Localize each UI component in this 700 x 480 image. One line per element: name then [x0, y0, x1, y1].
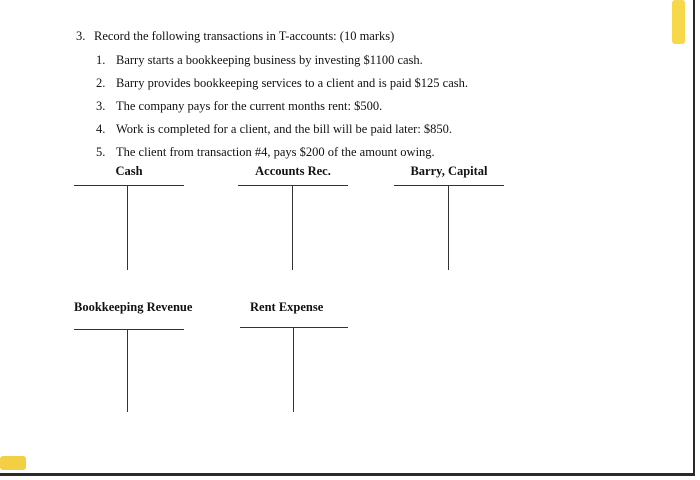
t-account-top-line — [394, 185, 504, 186]
list-item — [96, 98, 468, 121]
list-item-number: 4. — [96, 122, 106, 136]
question-heading — [76, 29, 394, 44]
t-account-divider — [127, 329, 128, 412]
list-item-number: 5. — [96, 145, 106, 159]
list-item — [96, 52, 468, 75]
t-account-capital — [394, 164, 504, 272]
list-item-number: 2. — [96, 76, 106, 90]
list-item-number: 3. — [96, 99, 106, 113]
list-item-text: The company pays for the current months rent: $500. — [116, 99, 383, 113]
list-item-number: 1. — [96, 53, 106, 67]
list-item-text: Work is completed for a client, and the bill will be paid later: $850. — [116, 122, 453, 136]
list-item-text: The client from transaction #4, pays $200 of the amount owing. — [116, 145, 435, 159]
question-text: Record the following transactions in T-accounts: (10 marks) — [94, 29, 395, 43]
t-account-divider — [127, 185, 128, 270]
question-number: 3. — [76, 29, 86, 43]
t-account-title: Rent Expense — [250, 300, 324, 314]
t-account-bookkeeping-revenue — [74, 300, 208, 414]
list-item-text: Barry starts a bookkeeping business by investing $1100 cash. — [116, 53, 423, 67]
t-account-divider — [293, 327, 294, 412]
transaction-list — [96, 52, 468, 167]
t-account-rent-expense — [240, 300, 348, 414]
t-account-accounts-rec — [238, 164, 348, 272]
list-item — [96, 75, 468, 98]
t-account-top-line — [74, 185, 184, 186]
t-account-divider — [292, 185, 293, 270]
t-account-top-line — [240, 327, 348, 328]
list-item — [96, 121, 468, 144]
t-account-title: Barry, Capital — [410, 164, 488, 178]
t-account-cash — [74, 164, 184, 272]
t-account-top-line — [74, 329, 184, 330]
list-item-text: Barry provides bookkeeping services to a client and is paid $125 cash. — [116, 76, 468, 90]
highlighter-mark — [672, 0, 685, 44]
t-account-title: Accounts Rec. — [255, 164, 331, 178]
t-account-divider — [448, 185, 449, 270]
highlighter-mark — [0, 456, 26, 470]
t-account-title: Bookkeeping Revenue — [74, 300, 193, 314]
t-account-top-line — [238, 185, 348, 186]
t-account-title: Cash — [115, 164, 143, 178]
